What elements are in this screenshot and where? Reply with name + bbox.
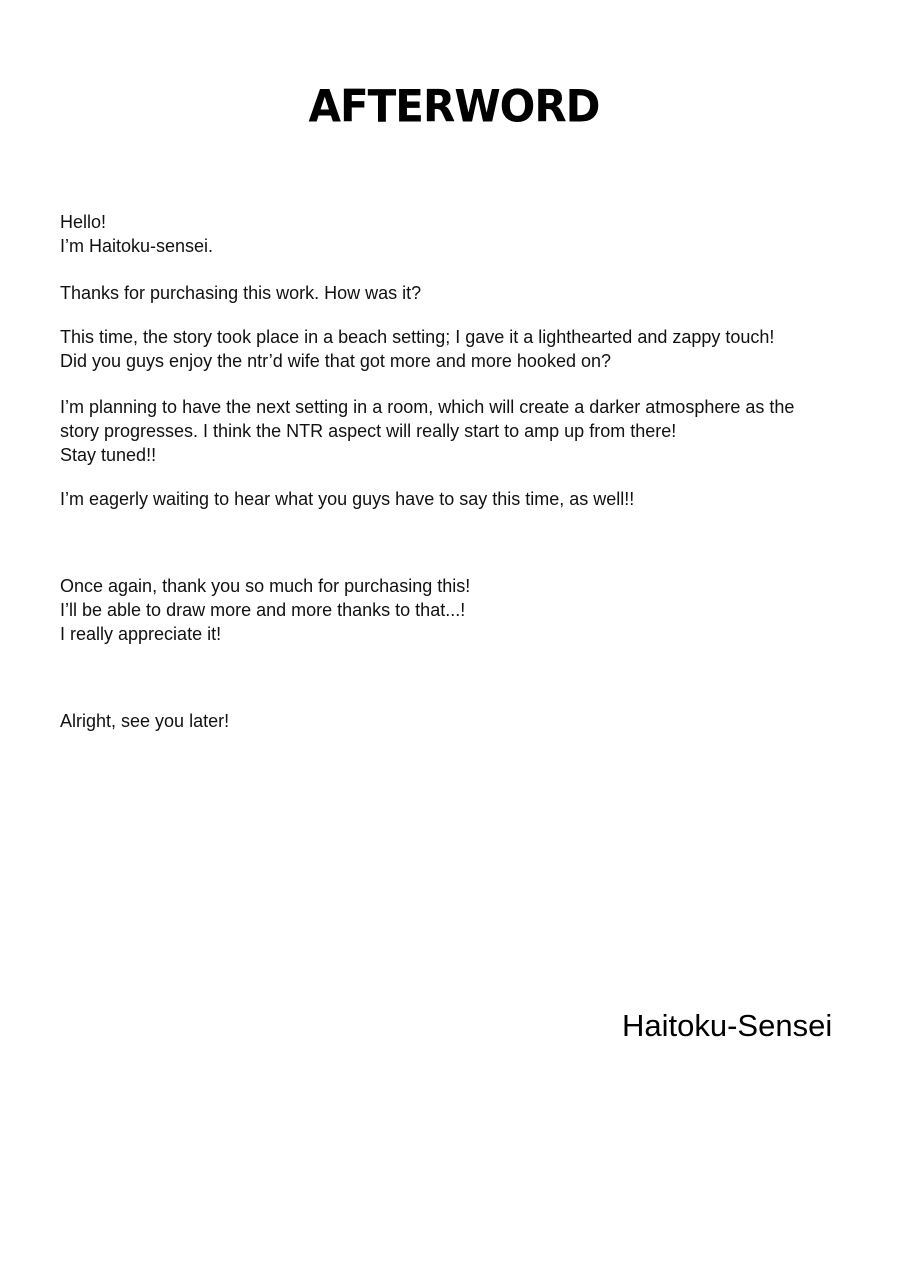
- body-line: Thanks for purchasing this work. How was it?: [60, 283, 422, 303]
- body-line: I’m eagerly waiting to hear what you guys have to say this time, as well!!: [60, 489, 635, 509]
- body-line: Stay tuned!!: [60, 445, 157, 465]
- body-line: Did you guys enjoy the ntr’d wife that got more and more hooked on?: [60, 351, 611, 371]
- signature: Haitoku-Sensei: [622, 1008, 833, 1043]
- body-line: I’m Haitoku-sensei.: [60, 236, 214, 256]
- body-line: Hello!: [60, 212, 107, 232]
- body-line: I really appreciate it!: [60, 624, 222, 644]
- body-line: I’ll be able to draw more and more thanks to that...!: [60, 600, 466, 620]
- body-line: Once again, thank you so much for purchasing this!: [60, 576, 471, 596]
- body-line: story progresses. I think the NTR aspect will really start to amp up from there!: [60, 421, 677, 441]
- body-line: This time, the story took place in a beach setting; I gave it a lighthearted and zappy touch!: [60, 327, 775, 347]
- body-line: I’m planning to have the next setting in a room, which will create a darker atmosphere as the: [60, 397, 795, 417]
- page-title: AFTERWORD: [308, 80, 600, 133]
- body-line: Alright, see you later!: [60, 711, 230, 731]
